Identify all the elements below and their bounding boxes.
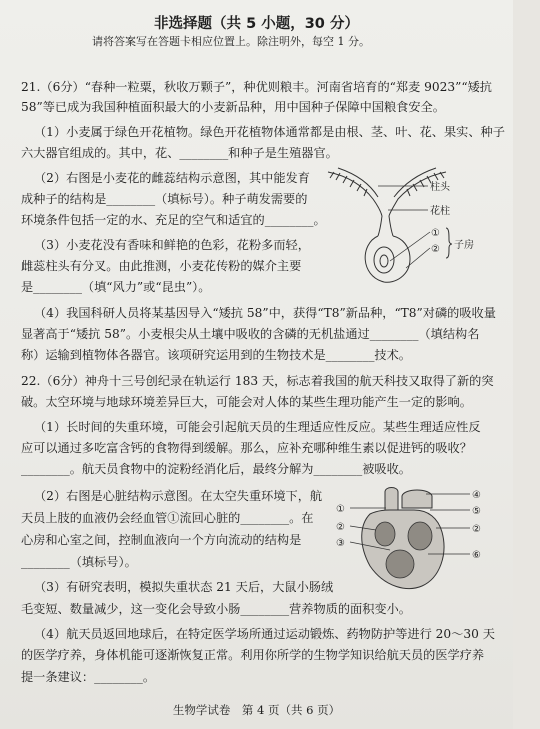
instruction-note: 请将答案写在答题卡相应位置上。除注明外，每空 1 分。 [92, 35, 370, 48]
q22-1-line-3: ________。航天员食物中的淀粉经消化后，最终分解为________被吸收。 [21, 462, 411, 476]
heart-label-1: ① [336, 504, 345, 515]
q22-line-2: 破。太空环境与地球环境差异巨大，可能会对人体的某些生理功能产生一定的影响。 [21, 395, 472, 409]
q21-3-line-1: （3）小麦花没有香味和鲜艳的色彩，花粉多而轻， [34, 238, 310, 252]
q21-2-line-3: 环境条件包括一定的水、充足的空气和适宜的________。 [21, 213, 326, 227]
q22-2-line-3: 心房和心室之间，控制血液向一个方向流动的结构是 [21, 533, 302, 547]
section-title: 非选择题（共 5 小题，30 分） [154, 16, 359, 32]
q21-2-line-2: 成种子的结构是________（填标号）。种子萌发需要的 [21, 192, 308, 206]
label-ovary: 子房 [454, 240, 474, 251]
q21-line-1: 21.（6分）“春种一粒粟，秋收万颗子”，种优则粮丰。河南省培育的“郑麦 9023”“矮抗 [21, 80, 492, 94]
q22-4-line-2: 的医学疗养，身体机能可逐渐恢复正常。利用你所学的生物学知识给航天员的医学疗养 [21, 648, 485, 662]
heart-label-4: ④ [472, 490, 481, 501]
q22-4-line-3: 提一条建议：________。 [21, 670, 156, 684]
heart-label-5: ⑤ [472, 506, 481, 517]
q22-1-line-1: （1）长时间的失重环境，可能会引起航天员的生理适应性反应。某些生理适应性反 [34, 420, 481, 434]
q21-3-line-2: 雌蕊柱头有分叉。由此推测，小麦花传粉的媒介主要 [21, 259, 302, 273]
heart-label-3: ③ [336, 538, 345, 549]
pistil-diagram [318, 164, 488, 294]
label-pistil-2: ② [431, 244, 440, 255]
label-style: 花柱 [430, 206, 450, 217]
q22-2-line-4: ________（填标号）。 [21, 555, 137, 569]
heart-label-2: ② [472, 524, 481, 535]
q21-1-line-2: 六大器官组成的。其中，花、________和种子是生殖器官。 [21, 146, 338, 160]
q21-line-2: 58”等已成为我国种植面积最大的小麦新品种，用中国种子保障中国粮食安全。 [21, 100, 445, 114]
label-stigma: 柱头 [430, 182, 450, 193]
heart-label-2-left: ② [336, 522, 345, 533]
q21-4-line-2: 显著高于“矮抗 58”。小麦根尖从土壤中吸收的含磷的无机盐通过________（填结构名 [21, 327, 480, 341]
heart-diagram [330, 484, 490, 594]
q22-1-line-2: 应可以通过多吃富含钙的食物得到缓解。那么，应补充哪种维生素以促进钙的吸收？ [21, 441, 472, 455]
q21-4-line-1: （4）我国科研人员将某基因导入“矮抗 58”中，获得“T8”新品种，“T8”对磷的吸收量 [34, 306, 496, 320]
q22-4-line-1: （4）航天员返回地球后，在特定医学场所通过运动锻炼、药物防护等进行 20～30 天 [34, 627, 495, 641]
q21-2-line-1: （2）右图是小麦花的雌蕊结构示意图，其中能发育 [34, 171, 310, 185]
q22-line-1: 22.（6分）神舟十三号创纪录在轨运行 183 天，标志着我国的航天科技又取得了新的突 [21, 374, 494, 388]
q21-4-line-3: 称）运输到植物体各器官。该项研究运用到的生物技术是________技术。 [21, 348, 411, 362]
page-footer: 生物学试卷 第 4 页（共 6 页） [172, 703, 341, 717]
q22-3-line-2: 毛变短、数量减少，这一变化会导致小肠________营养物质的面积变小。 [21, 602, 411, 616]
q21-1-line-1: （1）小麦属于绿色开花植物。绿色开花植物体通常都是由根、茎、叶、花、果实、种子 [34, 125, 505, 139]
q21-3-line-3: 是________（填“风力”或“昆虫”）。 [21, 280, 211, 294]
q22-3-line-1: （3）有研究表明，模拟失重状态 21 天后，大鼠小肠绒 [34, 580, 334, 594]
heart-label-6: ⑥ [472, 550, 481, 561]
q22-2-line-2: 天员上肢的血液仍会经血管①流回心脏的________。在 [21, 511, 314, 525]
q22-2-line-1: （2）右图是心脏结构示意图。在太空失重环境下，航 [34, 489, 323, 503]
label-pistil-1: ① [431, 228, 440, 239]
